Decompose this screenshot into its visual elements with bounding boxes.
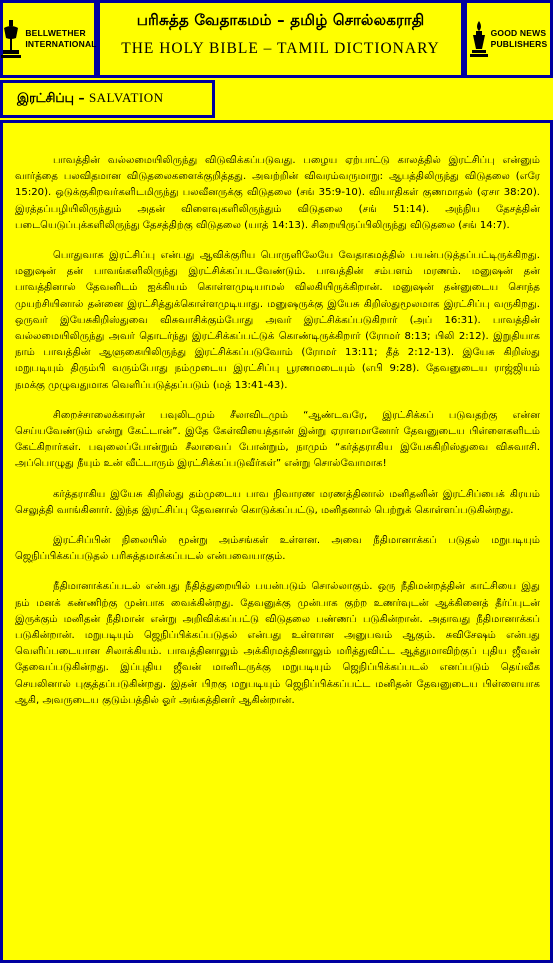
paragraph-4: கர்த்தராகிய இயேசு கிறிஸ்து தம்முடைய பாவ நிவாரண மரணத்தினால் மனிதனின் இரட்சிப்பைக் கிரயம் செலுத்தி வாங்கினார். இந்த இரட்சிப்பு தேவனால் கொடுக்கப்பட்டு, மனிதனால் பெற்றுக் கொள்ளப்படுகின்றது. (15, 488, 540, 516)
paragraph-5: இரட்சிப்பின் நிலையில் மூன்று அம்சங்கள் உள்ளன. அவை நீதிமானாக்கப் படுதல் மறுபடியும் ஜெநிப்பிக்கப்படுதல் பரிசுத்தமாக்கப்படல் என்பவையாகும். (15, 535, 540, 563)
good-news-logo (467, 3, 550, 75)
section-title-box (0, 80, 215, 118)
good-news-logo-box (464, 0, 553, 78)
section-title-english: SALVATION (88, 90, 164, 105)
section-title (3, 83, 212, 107)
paragraph-6: நீதிமானாக்கப்படல் என்பது நீதித்துறையில் பயன்படும் சொல்லாகும். ஒரு நீதிமன்றத்தின் காட்சியை இது நம் மனக் கண்ணிற்கு முன்பாக வைக்கின்றது. தேவனுக்கு முன்பாக குற்ற உணர்வுடன் ஆக்கினைத் தீர்ப்புடன் இருக்கும் மனிதன் நீதிமான் என்று அறிவிக்கப்பட்டு விடுதலை பண்ணப் படுகின்றான். அதாவது நீதிமானாக்கப் படுகின்றான். மறுபடியும் ஜெநிப்பிக்கப்படுதல் என்பது உள்ளான அனுபவம் ஆகும். சுவிசேஷம் என்பது வெளிப்படையான சிலாக்கியம். பாவத்தினாலும் அக்கிரமத்தினாலும் மரித்துவிட்ட ஆத்துமாவிற்குப் புதிய ஜீவன் தேவைப்படுகின்றது. இப்புதிய ஜீவன் மானிடருக்கு மறுபடியும் ஜெநிப்பிக்கப்படல் எனப்படும் தெய்வீக செயலினால் புகுத்தப்படுகின்றது. இதன் பிறகு மறுபடியும் ஜெநிப்பிக்கப்பட்ட மனிதன் தேவனுடைய பிள்ளையாக ஆகி, அவருடைய குடும்பத்தில் ஓர் அங்கத்தினர் ஆகின்றான். (15, 581, 540, 706)
bellwether-logo-box (0, 0, 97, 78)
section-title-tamil: இரட்சிப்பு (17, 90, 74, 105)
bellwether-logo (3, 3, 97, 75)
paragraph-2: பொதுவாக இரட்சிப்பு என்பது ஆவிக்குரிய பொருளிலேயே வேதாகமத்தில் பயன்படுத்தப்பட்டிருக்கிறது. மனுஷன் தன் பாவங்களிலிருந்து இரட்சிக்கப்படவேண்டும். பாவத்தின் சம்பளம் மரணம். மனுஷன் தன் பாவத்தினால் தேவனிடம் ஐக்கியம் கொள்ளமுடியாமல் விலகியிருக்கிறான். மனுஷன் தன்னுடைய சொந்த முயற்சியினால் தன்னை இரட்சித்துக்கொள்ளமுடியாது. மனுஷருக்கு இயேசு கிறிஸ்துமூலமாக இரட்சிப்பு வருகிறது. ஒருவர் இயேசுகிறிஸ்துவை விசுவாசிக்கும்போது அவர் இரட்சிக்கப்படுகிறார் (அப் 16:31). பாவத்தின் வல்லமையிலிருந்து அவர் தொடர்ந்து இரட்சிக்கப்பட்டுக் கொண்டிருக்கிறார் (ரோமர் 8:13; பிலி 2:12). இறுதியாக நாம் பாவத்தின் ஆளுகையிலிருந்து இரட்சிக்கப்படுவோம் (ரோமர் 13:11; தீத் 2:12-13). இயேசு கிறிஸ்து மறுபடியும் திரும்பி வரும்போது நம்முடைய இரட்சிப்பு பூரணமடையும் (எபி 9:28). தேவனுடைய ராஜ்ஜியம் நமக்கு முழுவதுமாக வெளிப்படுத்தப்படும் (மத் 13:41-43). (15, 250, 540, 391)
bellwether-logo-text: BELLWETHER INTERNATIONAL (25, 28, 97, 49)
title-box (97, 0, 464, 78)
section-title-dash: – (73, 90, 89, 105)
paragraph-3: சிறைச்சாலைக்காரன் பவுலிடமும் சீலாவிடமும் “ஆண்டவரே, இரட்சிக்கப் படுவதற்கு என்ன செய்யவேண்டும் என்று கேட்டான்”. இதே கேள்வியைத்தான் இன்று ஏராளமானோர் தேவனுடைய பிள்ளைகளிடம் கேட்கிறார்கள். பவுலைப்போன்றும் சீலாவைப் போன்றும், நாமும் “கர்த்தராகிய இயேசுகிறிஸ்துவை விசுவாசி. அப்பொழுது நீயும் உன் வீட்டாரும் இரட்சிக்கப்படுவீர்கள்” என்று சொல்வோமாக! (15, 409, 540, 470)
bellwether-lamp-icon (0, 18, 22, 60)
article-content (3, 123, 550, 709)
title-tamil: பரிசுத்த வேதாகமம் – தமிழ் சொல்லகராதி (136, 11, 425, 29)
article-box (0, 120, 553, 963)
good-news-logo-text: GOOD NEWS PUBLISHERS (490, 28, 548, 49)
title-english: THE HOLY BIBLE – TAMIL DICTIONARY (121, 40, 440, 57)
paragraph-1: பாவத்தின் வல்லமையிலிருந்து விடுவிக்கப்படுவது. பழைய ஏற்பாட்டு காலத்தில் இரட்சிப்பு என்னும் வார்த்தை பலவிதமான விடுதலைகளைக்குறித்தது. அவற்றின் விவரம்வருமாறு: ஆபத்திலிருந்து விடுதலை (எரே 15:20). ஒடுக்குகிறவர்களிடமிருந்து பலவீனருக்கு விடுதலை (சங் 35:9-10). வியாதிகள் குணமாதல் (ஏசா 38:20). இரத்தப்பழியிலிருந்தும் அதன் விளைவுகளிலிருந்தும் விடுதலை (சங் 51:14). அந்நிய தேசத்தின் படையெடுப்புக்களிலிருந்து தேசத்திற்கு விடுதலை (யாத் 14:13). சிறையிருப்பிலிருந்து விடுதலை (சங் 14:7). (15, 155, 540, 231)
good-news-lamp-icon (470, 19, 488, 59)
